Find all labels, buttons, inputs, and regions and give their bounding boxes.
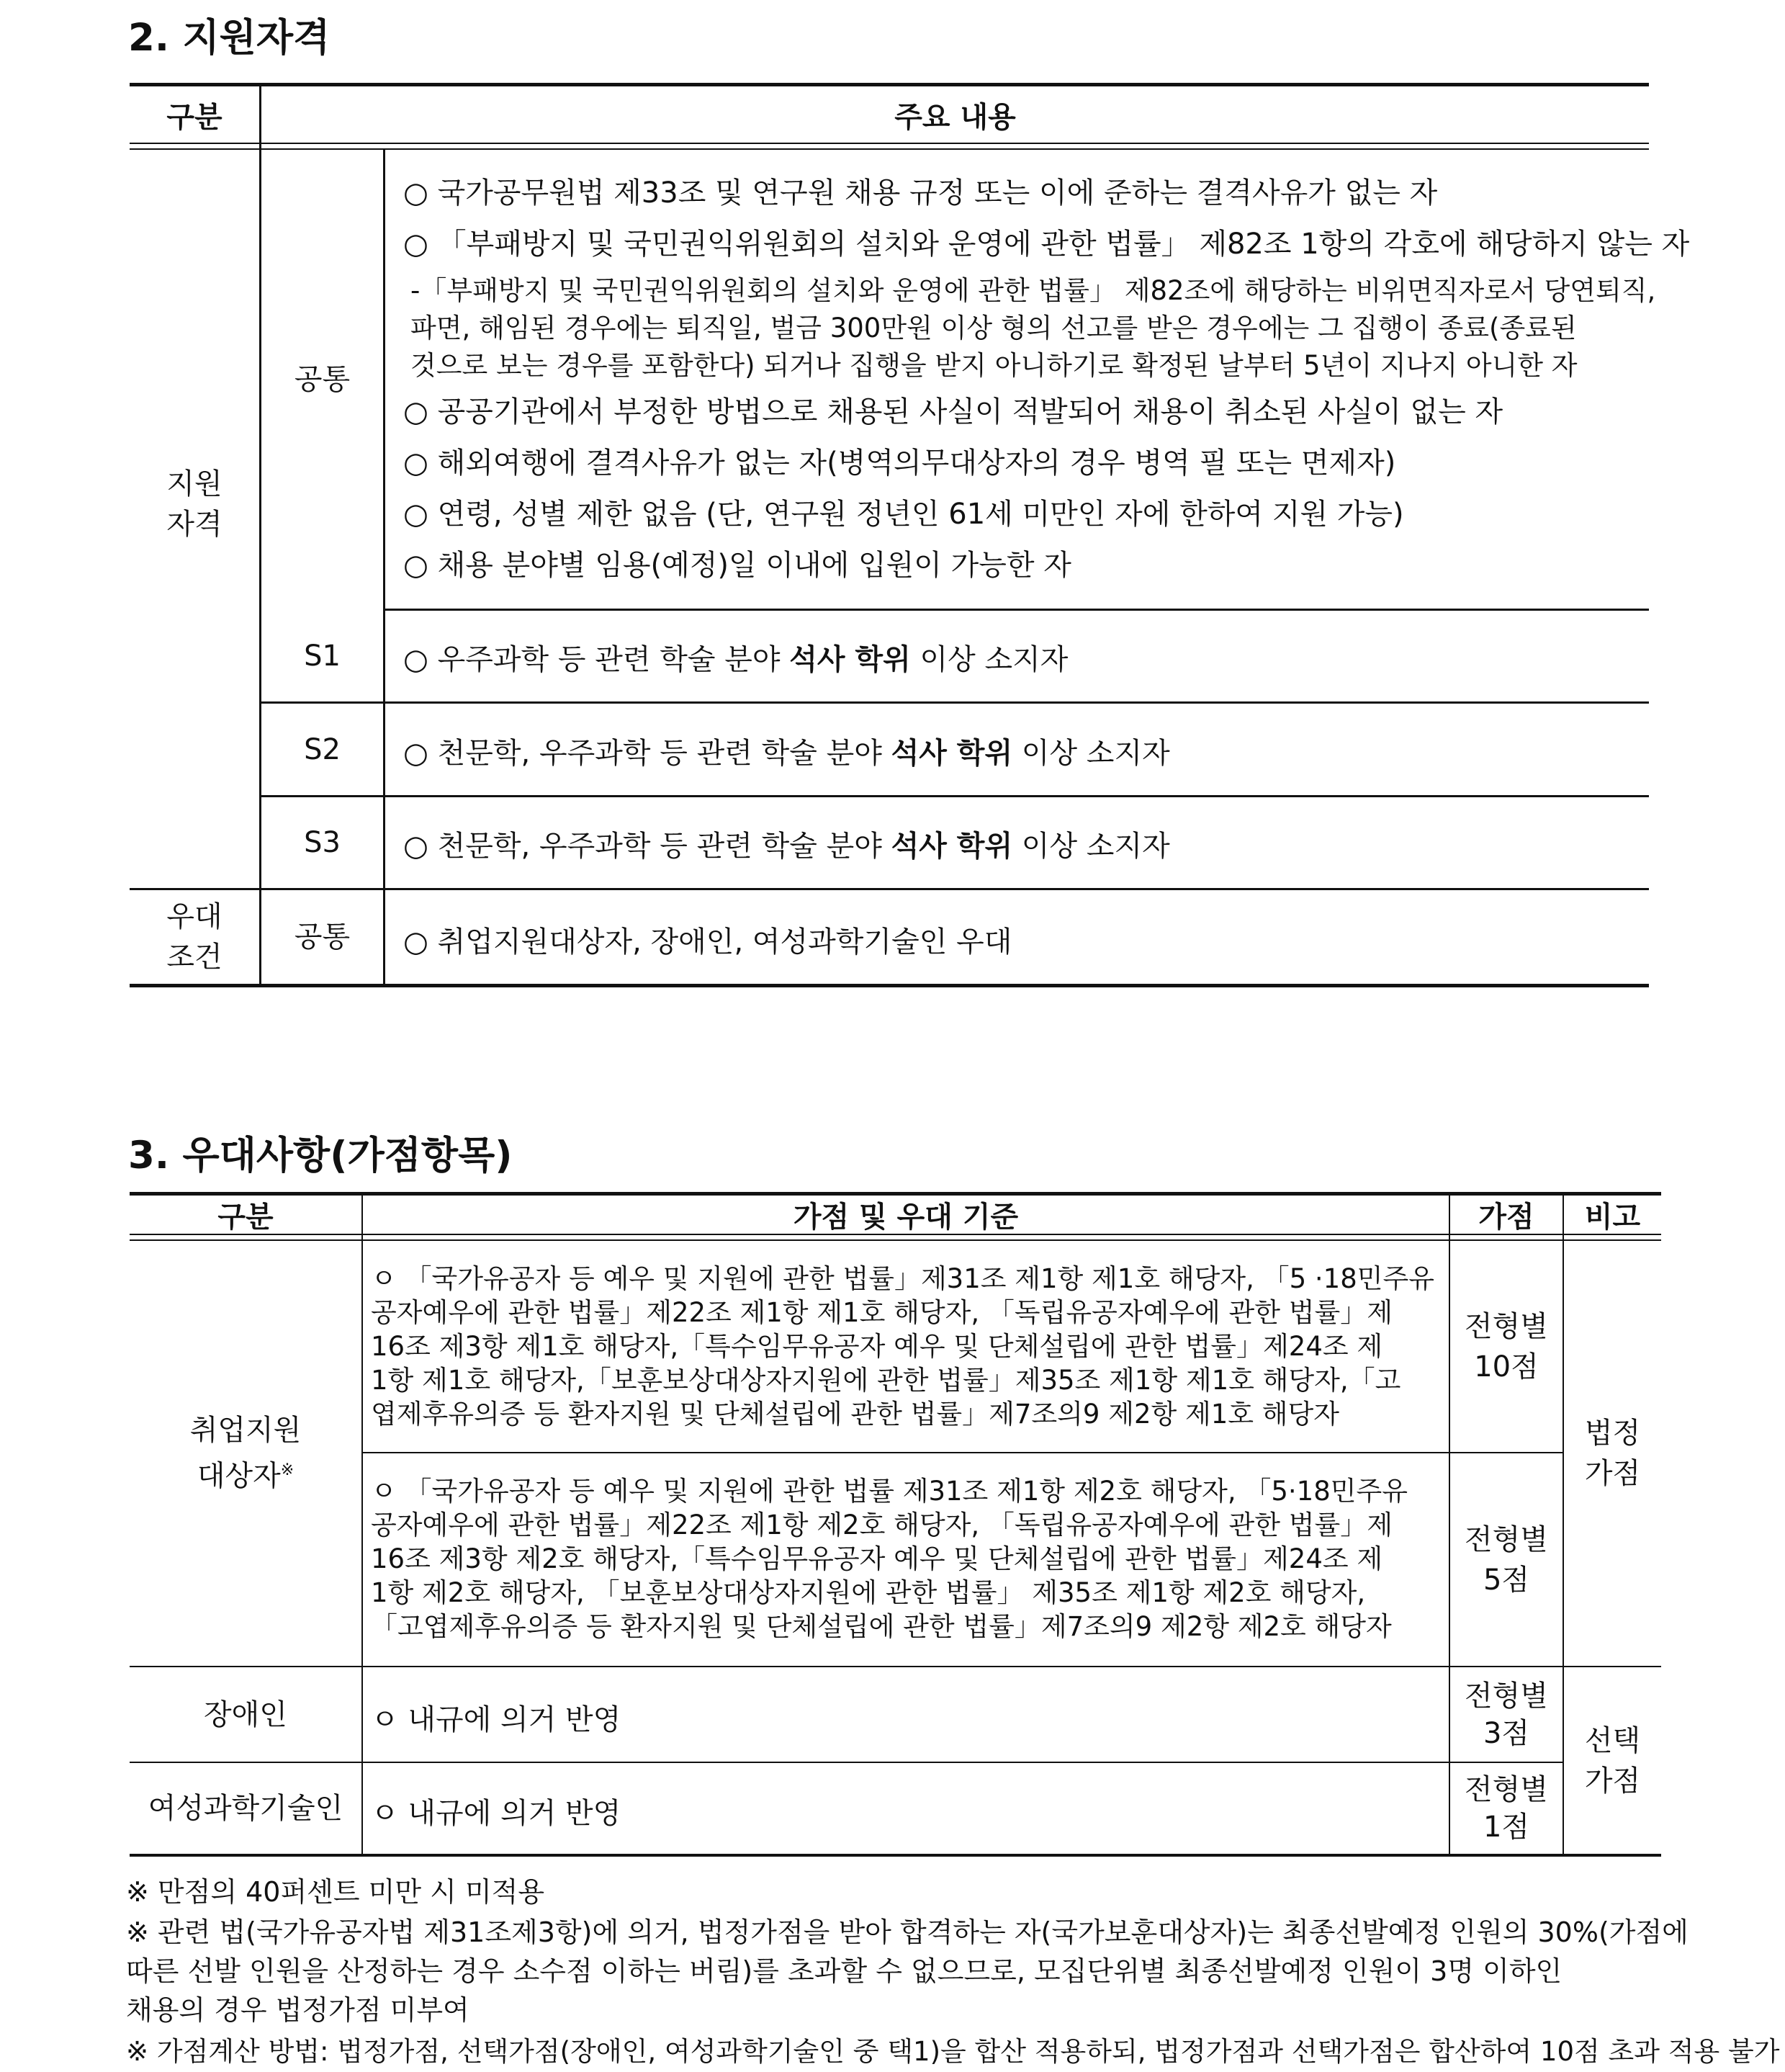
common-item: ○ 연령, 성별 제한 없음 (단, 연구원 정년인 61세 미만인 자에 한하여 지원 가능): [403, 498, 1404, 531]
note-legal-limit-cont: 따른 선발 인원을 산정하는 경우 소수점 이하는 버림)를 초과할 수 없으므로, 모집단위별 최종선발예정 인원이 3명 이하인: [126, 1955, 1563, 1987]
points-label: 전형별: [1465, 1522, 1548, 1556]
women-scientist-points: [1450, 1763, 1563, 1854]
table3-header-remarks: 비고: [1584, 1201, 1641, 1234]
disabled-points: [1450, 1667, 1563, 1762]
women-scientist-criteria: ㅇ 내규에 의거 반영: [371, 1797, 621, 1830]
common-item: ○ 「부패방지 및 국민권익위원회의 설치와 운영에 관한 법률」 제82조 1항의 각호에 해당하지 않는 자: [403, 228, 1690, 261]
section2-heading: 2. 지원자격: [128, 16, 331, 60]
s1-text-end: 이상 소지자: [910, 643, 1069, 676]
remark-line1: 법정: [1584, 1417, 1641, 1450]
table2-col-divider: [383, 150, 385, 985]
employment-support-label-line1: 취업지원: [189, 1414, 302, 1448]
merit-criteria-line: 엽제후유의증 등 환자지원 및 단체설립에 관한 법률」제7조의9 제2항 제1호 해당자: [371, 1399, 1340, 1430]
disabled-criteria: ㅇ 내규에 의거 반영: [371, 1703, 621, 1736]
points-value: 1점: [1483, 1811, 1530, 1844]
merit-criteria-line: ㅇ 「국가유공자 등 예우 및 지원에 관한 법률 제31조 제1항 제2호 해당자, 「5·18민주유: [371, 1476, 1408, 1507]
merit-criteria-line: 공자예우에 관한 법률」제22조 제1항 제1호 해당자, 「독립유공자예우에 관한 법률」제: [371, 1297, 1393, 1328]
preference-common-label: 공통: [294, 920, 351, 954]
qualification-label-line1: 지원: [166, 467, 222, 501]
merit-criteria-line: 1항 제1호 해당자,「보훈보상대상자지원에 관한 법률」제35조 제1항 제1호 해당자,「고: [371, 1365, 1401, 1396]
preference-label-line1: 우대: [166, 900, 222, 933]
s2-requirement: [403, 730, 1170, 771]
employment-support-label-line2: [197, 1450, 294, 1496]
common-item: ○ 공공기관에서 부정한 방법으로 채용된 사실이 적발되어 채용이 취소된 사실이 없는 자: [403, 395, 1503, 429]
points-value: 3점: [1483, 1716, 1530, 1750]
merit-criteria-line: ㅇ 「국가유공자 등 예우 및 지원에 관한 법률」제31조 제1항 제1호 해당자, 「5 ·18민주유: [371, 1263, 1434, 1294]
table3-header-criteria: 가점 및 우대 기준: [793, 1201, 1019, 1234]
merit-criteria-line: 「고엽제후유의증 등 환자지원 및 단체설립에 관한 법률」제7조의9 제2항 제2호 해당자: [371, 1611, 1392, 1642]
s3-label: S3: [304, 826, 341, 859]
s3-requirement: [403, 823, 1170, 864]
table3-header-category: 구분: [217, 1201, 274, 1234]
table3-header-points: 가점: [1478, 1201, 1534, 1234]
s2-degree: 석사 학위: [891, 737, 1013, 770]
common-sub-line: 파면, 해임된 경우에는 퇴직일, 벌금 300만원 이상 형의 선고를 받은 경우에는 그 집행이 종료(종료된: [410, 313, 1577, 344]
common-item: ○ 해외여행에 결격사유가 없는 자(병역의무대상자의 경우 병역 필 또는 면제자): [403, 447, 1396, 480]
points-label: 전형별: [1465, 1773, 1548, 1806]
common-sub-line: -「부패방지 및 국민권익위원회의 설치와 운영에 관한 법률」 제82조에 해당하는 비위면직자로서 당연퇴직,: [410, 275, 1656, 306]
common-item: ○ 채용 분야별 임용(예정)일 이내에 입원이 가능한 자: [403, 549, 1071, 582]
reference-mark: ※: [280, 1461, 294, 1480]
common-label: 공통: [294, 362, 351, 396]
table2-row-divider: [383, 609, 1649, 611]
s1-degree: 석사 학위: [789, 643, 911, 676]
women-scientist-label: 여성과학기술인: [148, 1792, 343, 1825]
legal-points-remark: [1564, 1241, 1661, 1666]
s3-text-end: 이상 소지자: [1012, 830, 1170, 863]
merit-criteria-line: 16조 제3항 제2호 해당자,「특수임무유공자 예우 및 단체설립에 관한 법률」제24조 제: [371, 1543, 1383, 1574]
s1-label: S1: [304, 640, 341, 673]
remark-line1: 선택: [1584, 1723, 1641, 1757]
employment-support-label-text: 대상자: [197, 1459, 281, 1493]
table2-header-divider: [130, 143, 1649, 144]
s2-text: ○ 천문학, 우주과학 등 관련 학술 분야: [403, 737, 891, 770]
optional-points-remark: [1564, 1667, 1661, 1854]
merit-points-5: [1450, 1453, 1563, 1666]
section3-heading: 3. 우대사항(가점항목): [128, 1134, 513, 1178]
table3-row-divider: [361, 1452, 1564, 1453]
s2-label: S2: [304, 732, 341, 766]
note-legal-limit: ※ 관련 법(국가유공자법 제31조제3항)에 의거, 법정가점을 받아 합격하는 자(국가보훈대상자)는 최종선발예정 인원의 30%(가점에: [126, 1916, 1689, 1948]
points-label: 전형별: [1465, 1309, 1548, 1343]
common-item: ○ 국가공무원법 제33조 및 연구원 채용 규정 또는 이에 준하는 결격사유가 없는 자: [403, 176, 1438, 210]
s1-text: ○ 우주과학 등 관련 학술 분야: [403, 643, 790, 676]
qualification-group-label: [130, 461, 259, 547]
note-threshold: ※ 만점의 40퍼센트 미만 시 미적용: [126, 1876, 545, 1908]
employment-support-label: [130, 1241, 361, 1666]
remark-line2: 가점: [1584, 1457, 1641, 1490]
note-legal-limit-cont: 채용의 경우 법정가점 미부여: [126, 1994, 469, 2026]
table3-col-divider: [361, 1193, 363, 1855]
merit-criteria-line: 공자예우에 관한 법률」제22조 제1항 제2호 해당자, 「독립유공자예우에 관한 법률」제: [371, 1510, 1393, 1540]
preference-label: [130, 890, 259, 984]
s2-text-end: 이상 소지자: [1012, 737, 1170, 770]
s1-requirement: [403, 637, 1068, 678]
remark-line2: 가점: [1584, 1764, 1641, 1798]
s3-text: ○ 천문학, 우주과학 등 관련 학술 분야: [403, 830, 891, 863]
table3-bottom-border: [130, 1854, 1661, 1857]
table2-header-category: 구분: [166, 100, 222, 134]
merit-criteria-line: 1항 제2호 해당자, 「보훈보상대상자지원에 관한 법률」 제35조 제1항 제2호 해당자,: [371, 1577, 1366, 1608]
merit-criteria-line: 16조 제3항 제1호 해당자,「특수임무유공자 예우 및 단체설립에 관한 법률」제24조 제: [371, 1331, 1383, 1362]
qualification-label-line2: 자격: [166, 508, 222, 541]
points-value: 10점: [1474, 1350, 1539, 1383]
table2-row-divider: [259, 795, 1649, 797]
table2-row-divider: [259, 701, 1649, 704]
common-sub-line: 것으로 보는 경우를 포함한다) 되거나 집행을 받지 아니하기로 확정된 날부터 5년이 지나지 아니한 자: [410, 350, 1578, 381]
preference-text: ○ 취업지원대상자, 장애인, 여성과학기술인 우대: [403, 925, 1012, 959]
merit-points-10: [1450, 1241, 1563, 1452]
points-value: 5점: [1483, 1563, 1530, 1597]
disabled-label: 장애인: [204, 1697, 287, 1731]
preference-label-line2: 조건: [166, 941, 222, 974]
s3-degree: 석사 학위: [891, 830, 1013, 863]
points-label: 전형별: [1465, 1679, 1548, 1713]
note-calculation: ※ 가점계산 방법: 법정가점, 선택가점(장애인, 여성과학기술인 중 택1)을 합산 적용하되, 법정가점과 선택가점은 합산하여 10점 초과 적용 불가: [126, 2036, 1780, 2067]
table2-bottom-border: [130, 984, 1649, 987]
table2-header-content: 주요 내용: [894, 100, 1016, 134]
